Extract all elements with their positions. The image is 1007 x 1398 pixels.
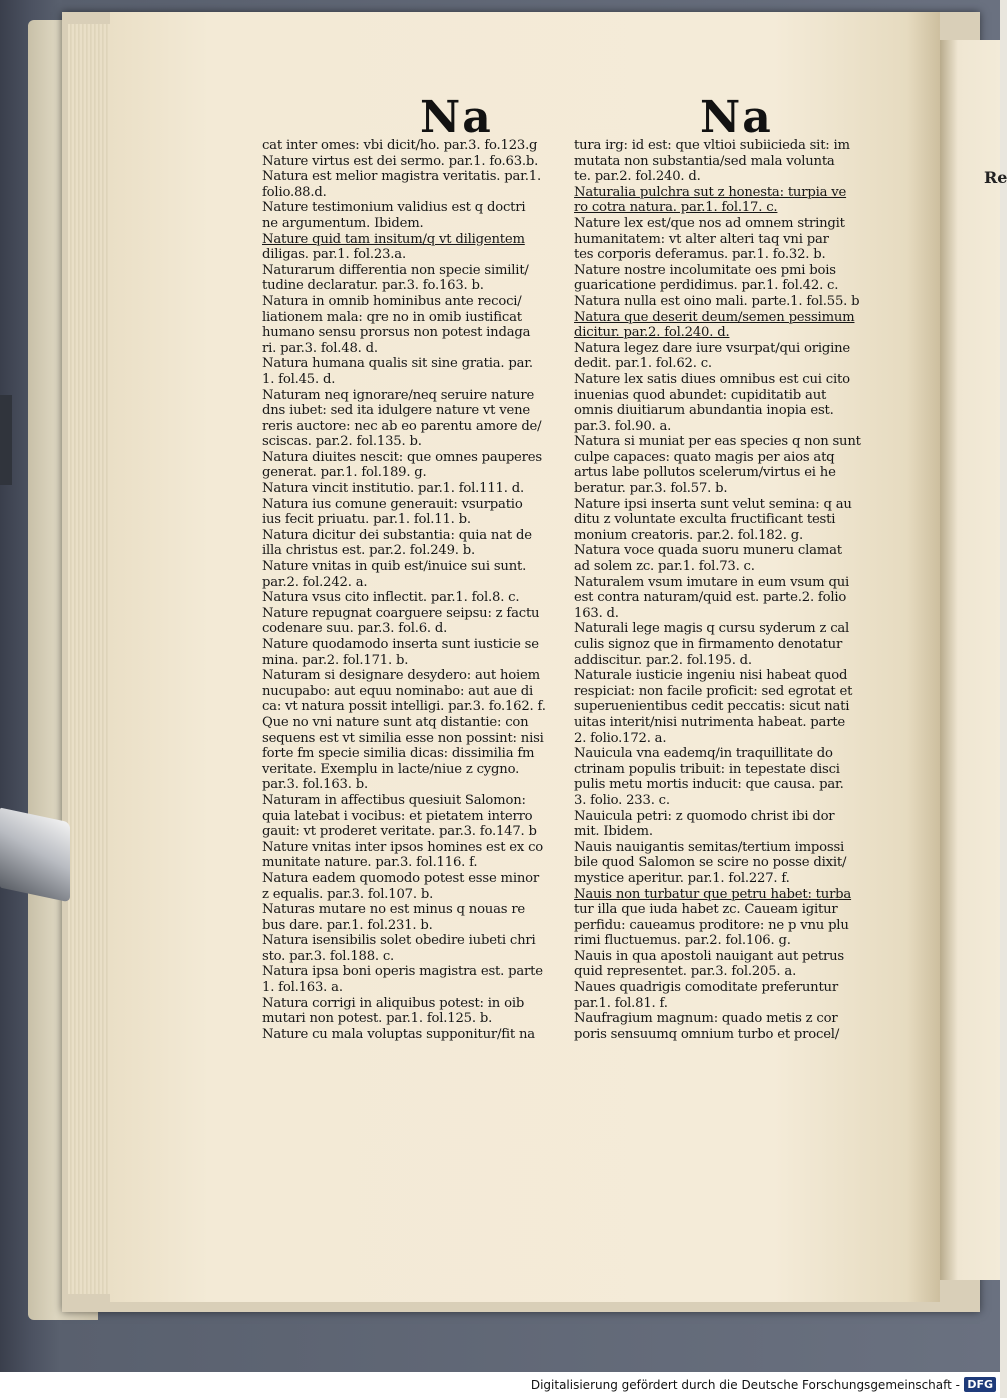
- index-line: artus labe pollutos scelerum/virtus ei he: [574, 465, 836, 481]
- index-line: pulis metu mortis inducit: que causa. par.: [574, 777, 844, 793]
- index-line: codenare suu. par.3. fol.6. d.: [262, 621, 448, 637]
- index-line: Natura voce quada suoru muneru clamat: [574, 543, 842, 559]
- index-column-right: [574, 138, 874, 1042]
- index-line: addiscitur. par.2. fol.195. d.: [574, 652, 752, 668]
- index-line: veritate. Exemplu in lacte/niue z cygno.: [262, 761, 520, 777]
- index-line: Natura que deserit deum/semen pessimum: [574, 309, 855, 325]
- index-line: Natura vincit institutio. par.1. fol.111. d.: [262, 481, 524, 497]
- index-line: z equalis. par.3. fol.107. b.: [262, 886, 434, 902]
- index-line: Nature vnitas inter ipsos homines est ex co: [262, 839, 544, 855]
- index-line: ctrinam populis tribuit: in tepestate disci: [574, 761, 840, 777]
- index-line: tes corporis deferamus. par.1. fo.32. b.: [574, 247, 826, 263]
- index-line: est contra naturam/quid est. parte.2. folio: [574, 590, 847, 606]
- index-line: Nature lex est/que nos ad omnem stringit: [574, 215, 845, 231]
- index-line: monium creatoris. par.2. fol.182. g.: [574, 527, 803, 543]
- index-line: Nature cu mala voluptas supponitur/fit na: [262, 1026, 535, 1042]
- funding-credit: Digitalisierung gefördert durch die Deutsche Forschungsgemeinschaft -: [530, 1378, 960, 1392]
- index-line: Natura dicitur dei substantia: quia nat de: [262, 527, 532, 543]
- index-line: quia latebat i vocibus: et pietatem interro: [262, 808, 533, 824]
- index-line: Naturalia pulchra sut z honesta: turpia ve: [574, 184, 847, 200]
- index-line: superuenientibus cedit peccatis: sicut nati: [574, 699, 850, 715]
- index-line: 1. fol.163. a.: [262, 980, 343, 996]
- index-line: Nature virtus est dei sermo. par.1. fo.63.b.: [262, 153, 539, 169]
- index-column-left: [262, 138, 580, 1042]
- index-line: par.2. fol.242. a.: [262, 574, 368, 590]
- index-line: Natura corrigi in aliquibus potest: in oib: [262, 995, 525, 1011]
- index-line: uitas interit/nisi nutrimenta habeat. parte: [574, 714, 846, 730]
- page-holder: [0, 395, 12, 485]
- index-line: Nauis in qua apostoli nauigant aut petrus: [574, 948, 844, 964]
- index-line: nucupabo: aut equu nominabo: aut aue di: [262, 683, 534, 699]
- index-line: mutari non potest. par.1. fol.125. b.: [262, 1011, 493, 1027]
- index-line: reris auctore: nec ab eo parentu amore de/: [262, 418, 542, 434]
- index-line: Natura humana qualis sit sine gratia. par.: [262, 356, 533, 372]
- index-line: diligas. par.1. fol.23.a.: [262, 247, 406, 263]
- index-line: 1. fol.45. d.: [262, 371, 336, 387]
- index-line: Nature quodamodo inserta sunt iusticie se: [262, 637, 539, 652]
- index-line: respiciat: non facile proficit: sed egrotat et: [574, 683, 853, 699]
- index-line: Nauis non turbatur que petru habet: turba: [574, 886, 852, 902]
- index-line: inuenias quod abundet: cupiditatib aut: [574, 387, 827, 403]
- index-line: Nauis nauigantis semitas/tertium impossi: [574, 839, 845, 855]
- index-line: perfidu: caueamus proditore: ne p vnu plu: [574, 917, 849, 933]
- index-line: 2. folio.172. a.: [574, 730, 667, 746]
- index-line: folio.88.d.: [262, 184, 327, 200]
- index-line: humanitatem: vt alter alteri taq vni par: [574, 231, 829, 247]
- index-line: Naues quadrigis comoditate preferuntur: [574, 980, 838, 996]
- index-line: cat inter omes: vbi dicit/ho. par.3. fo.123.g: [262, 138, 538, 153]
- index-line: Naturam neq ignorare/neq seruire nature: [262, 387, 535, 403]
- page-clip: [0, 808, 70, 903]
- index-line: 3. folio. 233. c.: [574, 792, 670, 808]
- running-header-left: Na: [420, 92, 493, 143]
- index-line: Natura in omnib hominibus ante recoci/: [262, 293, 522, 309]
- index-line: dns iubet: sed ita idulgere nature vt vene: [262, 403, 531, 419]
- index-line: bile quod Salomon se scire no posse dixit/: [574, 855, 847, 871]
- index-line: Natura nulla est oino mali. parte.1. fol.55. b: [574, 293, 860, 309]
- index-line: rimi fluctuemus. par.2. fol.106. g.: [574, 933, 791, 949]
- index-line: sto. par.3. fol.188. c.: [262, 948, 395, 964]
- index-line: sciscas. par.2. fol.135. b.: [262, 434, 422, 450]
- index-line: par.3. fol.90. a.: [574, 418, 672, 434]
- index-line: Nauicula vna eademq/in traquillitate do: [574, 746, 833, 762]
- index-line: par.3. fol.163. b.: [262, 777, 368, 793]
- index-line: Natura ipsa boni operis magistra est. parte: [262, 964, 543, 980]
- index-line: Natura est melior magistra veritatis. par.1.: [262, 169, 541, 185]
- index-line: sequens est vt similia esse non possint: nisi: [262, 730, 544, 746]
- index-line: Natura ius comune generauit: vsurpatio: [262, 496, 523, 512]
- index-line: ro cotra natura. par.1. fol.17. c.: [574, 200, 778, 216]
- facing-page-fragment: Re: [984, 168, 1007, 187]
- index-line: Naturalem vsum imutare in eum vsum qui: [574, 574, 850, 590]
- index-line: liationem mala: qre no in omib iustificat: [262, 309, 522, 325]
- index-line: Naturam in affectibus quesiuit Salomon:: [262, 792, 526, 808]
- index-line: Natura vsus cito inflectit. par.1. fol.8. c.: [262, 590, 520, 606]
- index-line: omnis diuitiarum abundantia inopia est.: [574, 403, 834, 419]
- index-line: poris sensuumq omnium turbo et procel/: [574, 1026, 840, 1042]
- index-line: ne argumentum. Ibidem.: [262, 215, 424, 231]
- index-line: tura irg: id est: que vltioi subiicieda sit: im: [574, 138, 850, 153]
- index-line: mit. Ibidem.: [574, 824, 653, 840]
- index-line: quid representet. par.3. fol.205. a.: [574, 964, 797, 980]
- index-line: ius fecit priuatu. par.1. fol.11. b.: [262, 512, 471, 528]
- index-line: dicitur. par.2. fol.240. d.: [574, 325, 730, 341]
- index-line: culpe capaces: quato magis per aios atq: [574, 449, 835, 465]
- index-line: ditu z voluntate exculta fructificant testi: [574, 512, 836, 528]
- index-line: Natura legez dare iure vsurpat/qui origine: [574, 340, 851, 356]
- index-line: Nature repugnat coarguere seipsu: z factu: [262, 605, 540, 621]
- index-line: tudine declaratur. par.3. fo.163. b.: [262, 278, 484, 294]
- index-line: munitate nature. par.3. fol.116. f.: [262, 855, 478, 871]
- index-line: Naturali lege magis q cursu syderum z cal: [574, 621, 850, 637]
- index-line: culis signoz que in firmamento denotatur: [574, 637, 843, 652]
- index-line: Nature ipsi inserta sunt velut semina: q au: [574, 496, 852, 512]
- index-line: generat. par.1. fol.189. g.: [262, 465, 427, 481]
- index-line: ca: vt natura possit intelligi. par.3. fo.162. f.: [262, 699, 546, 715]
- index-line: Natura si muniat per eas species q non sunt: [574, 434, 861, 450]
- index-line: 163. d.: [574, 605, 619, 621]
- index-line: mina. par.2. fol.171. b.: [262, 652, 409, 668]
- running-header-right: Na: [700, 92, 773, 143]
- index-line: Naturale iusticie ingeniu nisi habeat quod: [574, 668, 848, 684]
- index-line: humano sensu prorsus non potest indaga: [262, 325, 531, 341]
- index-line: mystice aperitur. par.1. fol.227. f.: [574, 870, 790, 886]
- footer-bar: [0, 1372, 1000, 1398]
- index-line: te. par.2. fol.240. d.: [574, 169, 701, 185]
- index-line: Nature vnitas in quib est/inuice sui sunt.: [262, 559, 527, 575]
- index-line: par.1. fol.81. f.: [574, 995, 668, 1011]
- index-line: tur illa que iuda habet zc. Caueam igitur: [574, 902, 838, 918]
- index-line: Nauicula petri: z quomodo christ ibi dor: [574, 808, 835, 824]
- index-line: Nature lex satis diues omnibus est cui cito: [574, 371, 850, 387]
- index-line: Naturarum differentia non specie similit/: [262, 262, 529, 278]
- index-line: guaricatione perdidimus. par.1. fol.42. c.: [574, 278, 839, 294]
- index-line: Naufragium magnum: quado metis z cor: [574, 1011, 838, 1027]
- index-line: Natura eadem quomodo potest esse minor: [262, 870, 539, 886]
- index-line: bus dare. par.1. fol.231. b.: [262, 917, 433, 933]
- index-line: Nature testimonium validius est q doctri: [262, 200, 526, 216]
- index-line: Naturas mutare no est minus q nouas re: [262, 902, 526, 918]
- index-line: gauit: vt proderet veritate. par.3. fo.147. b: [262, 824, 537, 840]
- index-line: mutata non substantia/sed mala volunta: [574, 153, 835, 169]
- index-line: Naturam si designare desydero: aut hoiem: [262, 668, 540, 684]
- index-line: Nature nostre incolumitate oes pmi bois: [574, 262, 836, 278]
- index-line: Natura diuites nescit: que omnes pauperes: [262, 449, 542, 465]
- index-line: dedit. par.1. fol.62. c.: [574, 356, 712, 372]
- index-line: Natura isensibilis solet obedire iubeti chri: [262, 933, 536, 949]
- index-line: ad solem zc. par.1. fol.73. c.: [574, 559, 755, 575]
- facing-page: [940, 40, 1000, 1280]
- index-line: illa christus est. par.2. fol.249. b.: [262, 543, 476, 559]
- index-line: forte fm specie similia dicas: dissimilia fm: [262, 746, 535, 762]
- index-line: Nature quid tam insitum/q vt diligentem: [262, 231, 525, 247]
- index-line: beratur. par.3. fol.57. b.: [574, 481, 728, 497]
- dfg-logo: DFG: [964, 1377, 996, 1392]
- index-line: Que no vni nature sunt atq distantie: con: [262, 714, 529, 730]
- index-line: ri. par.3. fol.48. d.: [262, 340, 378, 356]
